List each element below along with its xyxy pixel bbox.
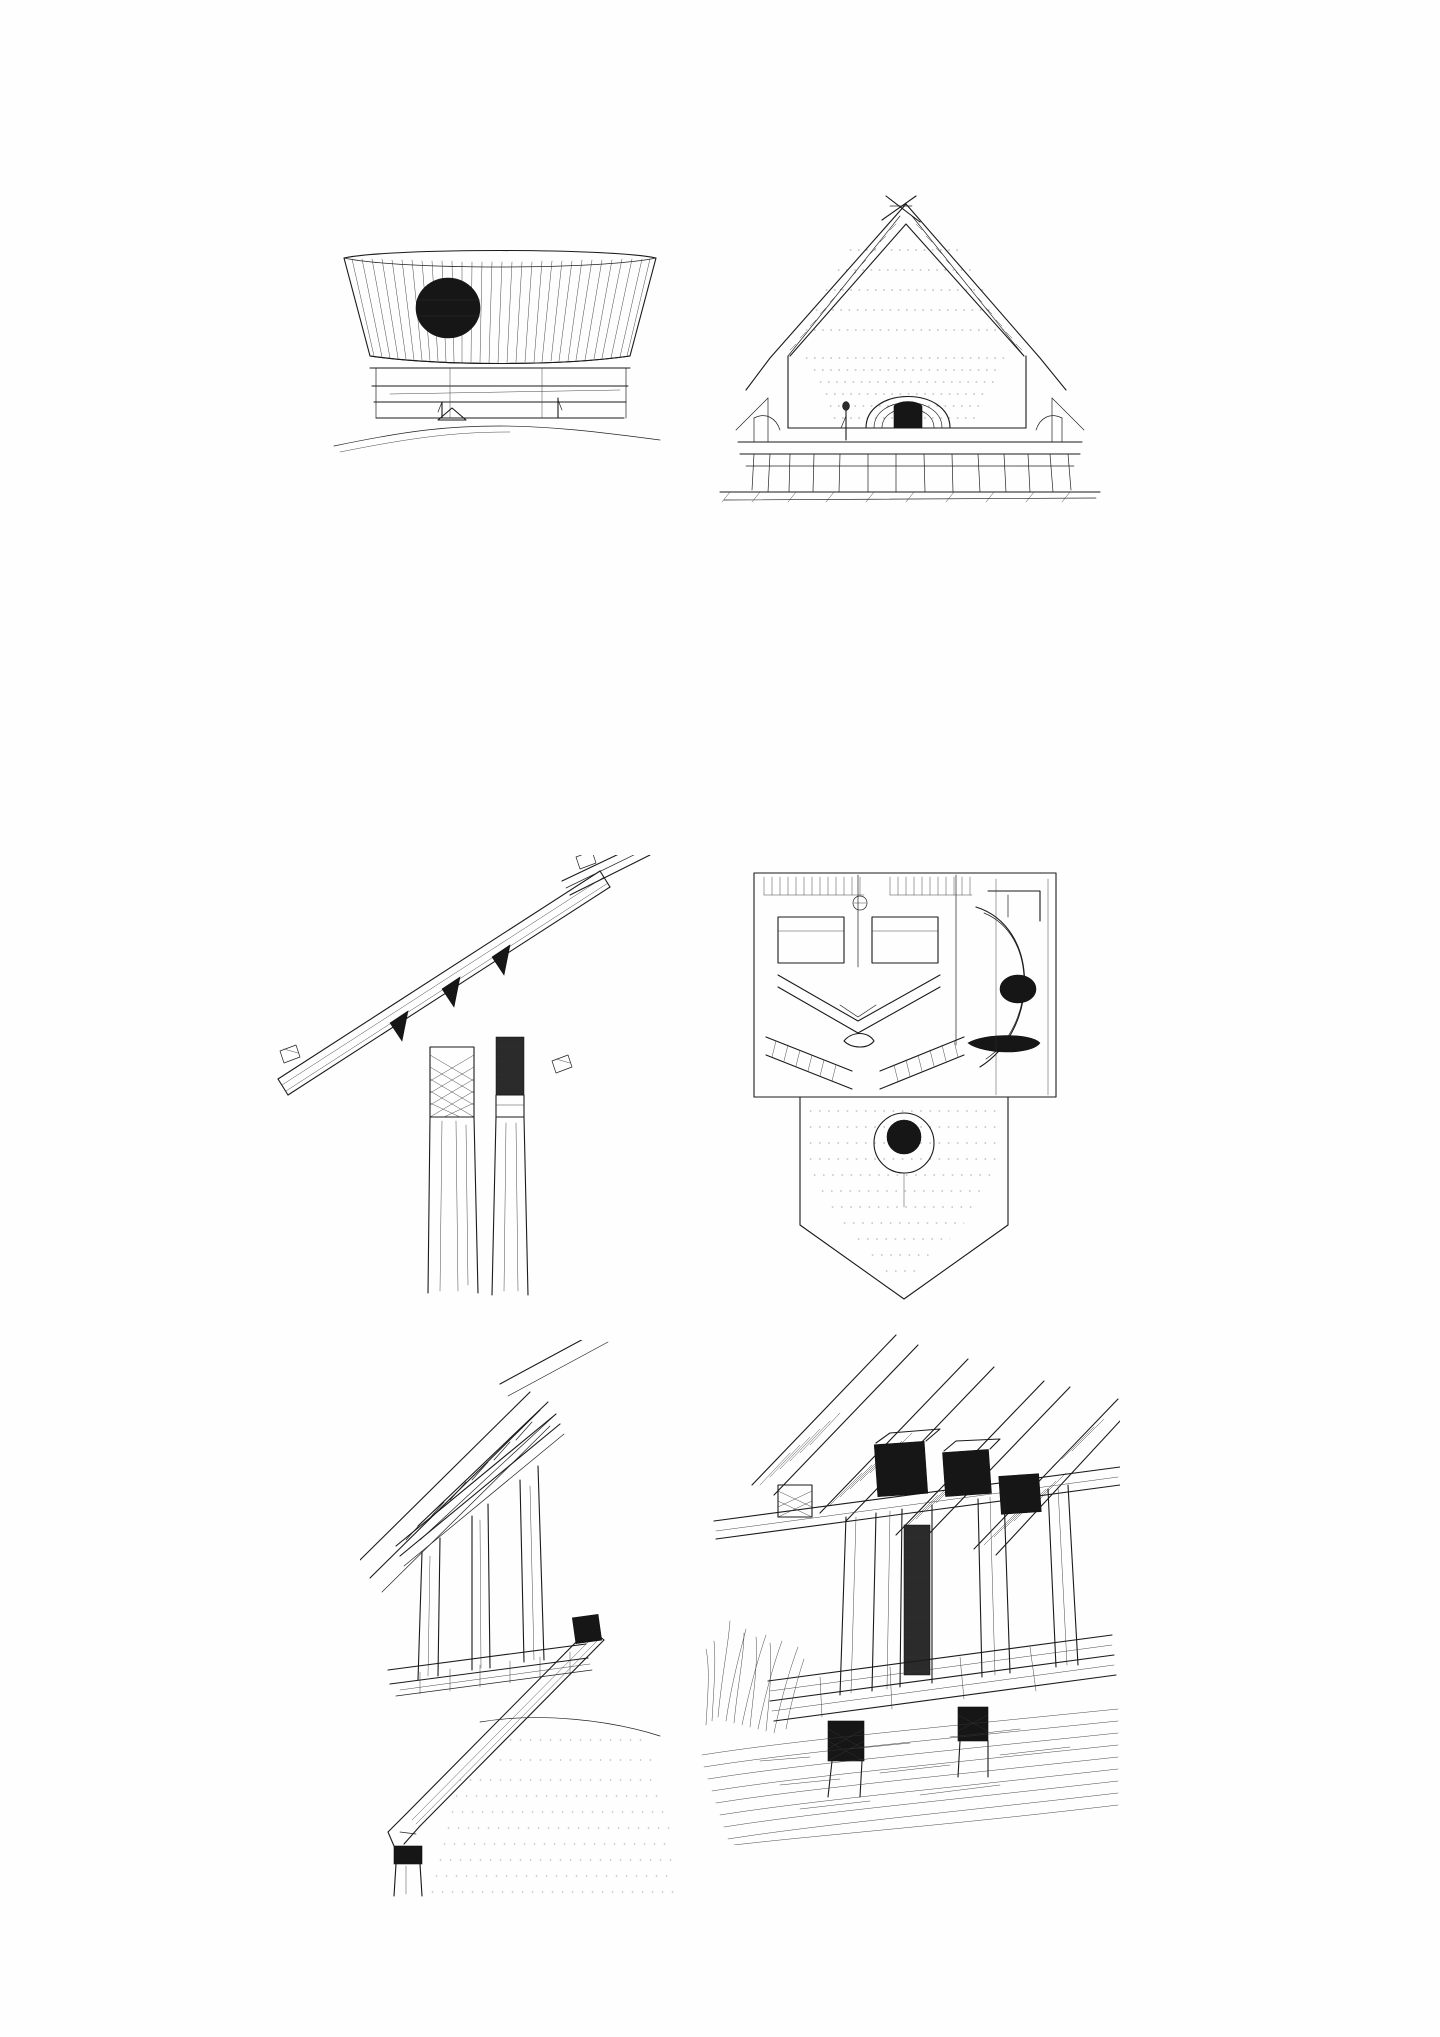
scale-figure-entry [841,402,850,441]
cube-block-3 [999,1474,1042,1515]
cube-block-1 [874,1441,928,1496]
diagonal-rafter [278,871,610,1095]
sketch-floor-plan [740,855,1070,1315]
tag-left [280,1045,300,1063]
plan-outline [754,873,1056,1299]
sketch-gable-elevation [710,190,1110,560]
sketch-interior-perspective [700,1325,1120,1845]
tag-right [552,1055,572,1073]
ground-hatch [720,492,1100,502]
water-hatch [702,1709,1118,1845]
deck [768,1635,1116,1721]
gable-roof [746,196,1066,390]
strut-joint-block [572,1614,601,1643]
cube-block-2 [943,1449,992,1496]
stair-left [766,1037,852,1089]
fire-pit [874,1113,934,1207]
stilt-columns [752,454,1071,492]
column-core-hatch [904,1525,930,1675]
ground-contour [480,1718,660,1736]
sketch-perspective-canopy [330,240,670,470]
columns [840,1485,1078,1695]
gable-wall [788,224,1026,428]
wall-dots [806,250,1006,418]
plan-centreline [853,875,956,1045]
ground-line [334,426,660,446]
posts [418,1466,544,1680]
v-hearth [778,975,940,1047]
post-right [492,1117,528,1295]
oculus [416,278,480,338]
plan-dark-oval-lower [968,1036,1040,1053]
lashing-right-post [496,1037,524,1117]
stair-right [880,1037,964,1089]
ridge-dashes [790,224,1022,350]
roof-hatching [352,259,650,363]
entry-arch [866,397,950,429]
comb-hatch-top [764,877,972,895]
bed-right [872,917,938,963]
sketch-rafter-detail [270,855,670,1315]
diagonal-strut [406,1628,604,1826]
scale-figures [438,398,562,418]
bed-left [778,917,844,963]
lashing-left-post [430,1047,474,1117]
reed-grass [706,1621,804,1733]
wedge-joints [390,945,510,1041]
base-platform [370,368,630,418]
pile-lashing-left [828,1721,864,1761]
tag-top [576,855,596,869]
post-left [428,1117,478,1293]
plan-dark-oval-upper [1000,975,1036,1003]
sketch-structure-section [360,1340,720,1900]
footing [388,1814,422,1896]
